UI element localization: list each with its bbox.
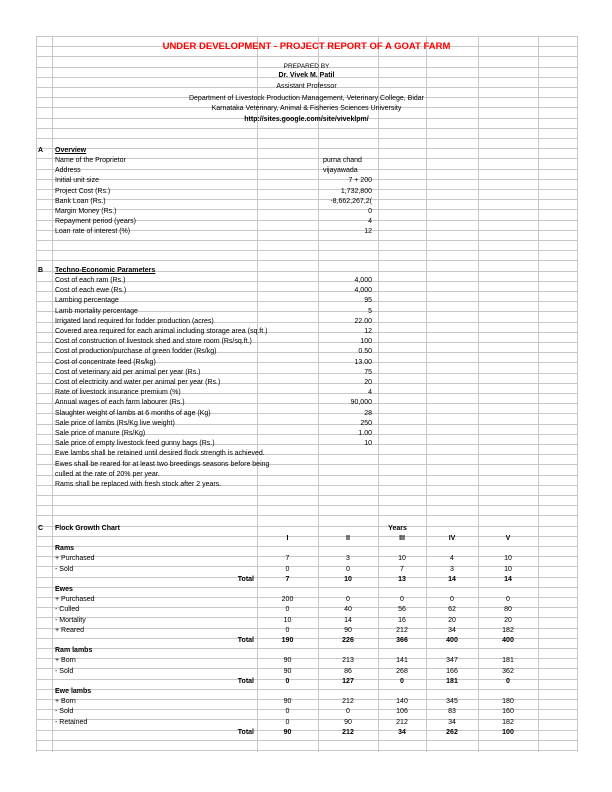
flock-cell: 268 <box>396 667 408 675</box>
row-gridline <box>36 56 577 57</box>
parameter-value: 90,000 <box>350 399 372 407</box>
parameter-label: Covered area required for each animal including storage area (sq.ft.) <box>55 328 268 335</box>
flock-row-label: + Reared <box>55 626 84 634</box>
flock-total-cell: 14 <box>448 575 456 583</box>
flock-cell: 181 <box>502 657 514 665</box>
flock-cell: 0 <box>285 626 290 634</box>
flock-cell: 362 <box>502 667 514 675</box>
flock-total-cell: 262 <box>446 728 458 736</box>
row-gridline <box>36 260 577 261</box>
parameter-label: Slaughter weight of lambs at 6 months of age (Kg) <box>55 409 211 417</box>
parameter-value: 12 <box>364 328 372 335</box>
flock-total-cell: 0 <box>400 677 404 685</box>
parameter-label: Lamb mortality percentage <box>55 307 138 315</box>
column-gridline <box>36 36 37 752</box>
parameter-label: Rate of livestock insurance premium (%) <box>55 389 181 397</box>
overview-value: 4 <box>368 218 372 226</box>
flock-cell: 106 <box>396 708 408 716</box>
flock-cell: 140 <box>396 698 408 706</box>
flock-total-cell: 34 <box>398 728 406 736</box>
parameter-label: Sale price of empty livestock feed gunny bags (Rs.) <box>55 440 215 448</box>
flock-total-cell: 400 <box>502 637 514 644</box>
flock-cell: 90 <box>344 718 352 726</box>
overview-value: 1,732,800 <box>340 187 372 195</box>
parameter-value: 250 <box>360 419 372 427</box>
row-gridline <box>36 546 577 547</box>
parameter-value: 28 <box>364 409 372 417</box>
parameter-value: 95 <box>364 297 372 305</box>
flock-cell: 345 <box>446 698 458 706</box>
column-gridline <box>538 36 539 752</box>
row-gridline <box>36 689 577 690</box>
row-gridline <box>36 209 577 210</box>
flock-group-name: Ewe lambs <box>55 688 92 695</box>
overview-label: Repayment period (years) <box>55 218 136 226</box>
parameter-note: Ewes shall be reared for at least two breedings seasons before being <box>55 460 270 468</box>
flock-cell: 83 <box>448 708 456 716</box>
parameter-value: 1.00 <box>358 430 372 437</box>
section-a-letter: A <box>38 147 44 154</box>
year-column-header: II <box>346 535 350 542</box>
flock-row-label: - Sold <box>55 667 74 675</box>
section-c-letter: C <box>38 525 44 532</box>
flock-total-cell: 190 <box>281 637 294 644</box>
flock-cell: 200 <box>281 596 294 604</box>
flock-total-cell: 127 <box>342 677 354 685</box>
techno-heading: Techno-Economic Parameters <box>55 267 156 274</box>
row-gridline <box>36 250 577 251</box>
parameter-note: Ewe lambs shall be retained until desired flock strength is achieved. <box>55 450 265 458</box>
author-name: Dr. Vivek M. Patil <box>278 72 335 79</box>
overview-value: 0 <box>368 208 372 215</box>
flock-cell: 10 <box>504 565 512 573</box>
flock-cell: 0 <box>346 708 350 716</box>
flock-total-cell: 0 <box>506 677 510 685</box>
flock-cell: 212 <box>396 718 408 726</box>
flock-cell: 10 <box>504 555 512 563</box>
flock-cell: 16 <box>398 616 406 624</box>
flock-cell: 0 <box>346 596 350 604</box>
year-column-header: III <box>399 535 405 542</box>
flock-cell: 0 <box>285 708 290 716</box>
parameter-note: culled at the rate of 20% per year. <box>55 470 160 478</box>
flock-cell: 7 <box>400 565 404 573</box>
year-column-header: V <box>505 535 511 542</box>
flock-cell: 86 <box>344 667 352 675</box>
flock-row-label: + Born <box>55 698 76 706</box>
flock-cell: 10 <box>398 555 406 563</box>
flock-total-label: Total <box>237 637 254 644</box>
overview-value: -8,662,267,2( <box>330 197 372 205</box>
parameter-value: 4,000 <box>354 277 372 284</box>
parameter-value: 100 <box>360 338 372 346</box>
row-gridline <box>36 199 577 200</box>
flock-total-cell: 181 <box>446 677 458 685</box>
parameter-label: Cost of production/purchase of green fodder (Rs/kg) <box>55 348 217 356</box>
flock-row-label: + Born <box>55 657 76 665</box>
years-label: Years <box>388 525 407 532</box>
row-gridline <box>36 587 577 588</box>
flock-row-label: - Retained <box>55 718 88 726</box>
row-gridline <box>36 648 577 649</box>
flock-cell: 90 <box>283 657 292 665</box>
row-gridline <box>36 128 577 129</box>
overview-label: Address <box>55 167 81 175</box>
report-title: UNDER DEVELOPMENT - PROJECT REPORT OF A GOAT FARM <box>162 41 451 52</box>
parameter-value: 10 <box>364 440 372 448</box>
flock-row-label: - Sold <box>55 708 74 716</box>
department-name: Department of Livestock Production Management, Veterinary College, Bidar <box>188 95 424 102</box>
flock-group-name: Ram lambs <box>55 647 93 655</box>
flock-cell: 62 <box>448 606 456 614</box>
overview-label: Name of the Proprietor <box>55 157 126 164</box>
flock-cell: 90 <box>283 698 292 706</box>
overview-label: Initial unit size <box>55 177 99 185</box>
flock-cell: 166 <box>446 667 458 675</box>
section-b-letter: B <box>38 267 44 274</box>
parameter-label: Cost of each ram (Rs.) <box>55 277 126 284</box>
university-name: Karnataka Veterinary, Animal & Fisheries Sciences University <box>211 105 402 112</box>
row-gridline <box>36 36 577 37</box>
flock-cell: 10 <box>283 616 292 624</box>
flock-total-cell: 100 <box>502 728 514 736</box>
flock-cell: 14 <box>344 616 352 624</box>
flock-cell: 0 <box>346 565 350 573</box>
flock-cell: 7 <box>285 555 290 563</box>
row-gridline <box>36 505 577 506</box>
row-gridline <box>36 515 577 516</box>
year-column-header: IV <box>448 535 456 542</box>
row-gridline <box>36 148 577 149</box>
parameter-label: Irrigated land required for fodder production (acres) <box>55 317 214 325</box>
flock-cell: 4 <box>450 555 454 563</box>
flock-total-cell: 14 <box>504 575 512 583</box>
flock-group-name: Rams <box>55 545 75 553</box>
row-gridline <box>36 138 577 139</box>
author-designation: Assistant Professor <box>276 83 337 90</box>
parameter-note: Rams shall be replaced with fresh stock after 2 years. <box>55 481 222 488</box>
row-gridline <box>36 189 577 190</box>
flock-cell: 0 <box>285 565 290 573</box>
flock-total-cell: 90 <box>283 728 292 736</box>
flock-total-cell: 13 <box>398 575 406 583</box>
flock-cell: 141 <box>396 657 408 665</box>
flock-row-label: - Culled <box>55 606 80 614</box>
flock-total-cell: 366 <box>396 637 408 644</box>
overview-label: Margin Money (Rs.) <box>55 208 117 215</box>
flock-cell: 80 <box>504 606 512 614</box>
flock-total-cell: 226 <box>342 637 354 644</box>
overview-value: vijayawada <box>323 167 358 175</box>
flock-cell: 182 <box>502 626 514 634</box>
overview-value: purna chand <box>323 157 362 164</box>
column-gridline <box>52 36 53 752</box>
parameter-label: Sale price of manure (Rs/Kg) <box>55 430 146 437</box>
overview-label: Project Cost (Rs.) <box>55 187 111 195</box>
flock-heading: Flock Growth Chart <box>55 525 120 532</box>
flock-cell: 90 <box>283 667 292 675</box>
parameter-label: Cost of construction of livestock shed and store room (Rs/sq.ft.) <box>55 338 252 346</box>
flock-row-label: - Mortality <box>55 616 86 624</box>
row-gridline <box>36 750 577 751</box>
flock-cell: 160 <box>502 708 514 716</box>
flock-cell: 0 <box>450 596 454 604</box>
overview-value: 12 <box>364 228 372 236</box>
column-gridline <box>577 36 578 752</box>
flock-cell: 3 <box>346 555 350 563</box>
flock-cell: 213 <box>342 657 354 665</box>
flock-row-label: - Sold <box>55 565 74 573</box>
overview-value: 7 + 200 <box>348 177 372 185</box>
parameter-value: 22.00 <box>354 317 372 325</box>
parameter-label: Cost of concentrate feed (Rs/kg) <box>55 358 156 366</box>
flock-cell: 20 <box>448 616 456 624</box>
flock-cell: 0 <box>285 606 290 614</box>
flock-cell: 90 <box>344 626 352 634</box>
flock-cell: 0 <box>400 596 404 604</box>
year-column-header: I <box>286 535 289 542</box>
flock-group-name: Ewes <box>55 586 73 593</box>
flock-total-cell: 10 <box>344 575 352 583</box>
flock-cell: 0 <box>506 596 510 604</box>
flock-total-cell: 0 <box>285 677 290 685</box>
parameter-label: Cost of electricity and water per animal per year (Rs.) <box>55 379 221 386</box>
flock-cell: 182 <box>502 718 514 726</box>
flock-cell: 212 <box>396 626 408 634</box>
flock-cell: 20 <box>504 616 512 624</box>
flock-cell: 3 <box>450 565 454 573</box>
flock-total-label: Total <box>237 575 254 583</box>
parameter-value: 0.50 <box>358 348 372 356</box>
flock-cell: 212 <box>342 698 354 706</box>
flock-total-cell: 7 <box>285 575 290 583</box>
row-gridline <box>36 169 577 170</box>
flock-row-label: + Purchased <box>55 596 95 604</box>
parameter-value: 20 <box>364 379 372 386</box>
parameter-label: Cost of each ewe (Rs.) <box>55 287 127 295</box>
parameter-value: 5 <box>368 307 372 315</box>
parameter-label: Cost of veterinary aid per animal per year (Rs.) <box>55 368 201 376</box>
flock-row-label: + Purchased <box>55 555 95 563</box>
flock-cell: 56 <box>398 606 406 614</box>
row-gridline <box>36 179 577 180</box>
parameter-label: Lambing percentage <box>55 297 119 305</box>
website-link[interactable]: http://sites.google.com/site/viveklpm/ <box>244 116 369 123</box>
parameter-value: 4 <box>368 389 372 397</box>
row-gridline <box>36 495 577 496</box>
row-gridline <box>36 240 577 241</box>
flock-total-label: Total <box>237 677 254 685</box>
flock-total-cell: 400 <box>446 637 458 644</box>
flock-cell: 180 <box>502 698 514 706</box>
flock-total-cell: 212 <box>342 728 354 736</box>
overview-label: Loan rate of interest (%) <box>55 228 131 236</box>
overview-label: Bank Loan (Rs.) <box>55 197 106 205</box>
flock-cell: 34 <box>448 626 456 634</box>
flock-total-label: Total <box>237 728 254 736</box>
parameter-value: 4,000 <box>354 287 372 295</box>
row-gridline <box>36 740 577 741</box>
flock-cell: 34 <box>448 718 456 726</box>
flock-cell: 347 <box>446 657 458 665</box>
parameter-value: 75 <box>364 368 372 376</box>
parameter-label: Annual wages of each farm labourer (Rs.) <box>55 399 185 407</box>
spreadsheet-page <box>36 36 577 752</box>
flock-cell: 40 <box>344 606 352 614</box>
parameter-value: 13.00 <box>354 358 372 366</box>
prepared-by-label: PREPARED BY <box>283 63 330 70</box>
overview-heading: Overview <box>55 147 87 154</box>
parameter-label: Sale price of lambs (Rs/Kg live weight) <box>55 419 175 427</box>
flock-cell: 0 <box>285 718 290 726</box>
